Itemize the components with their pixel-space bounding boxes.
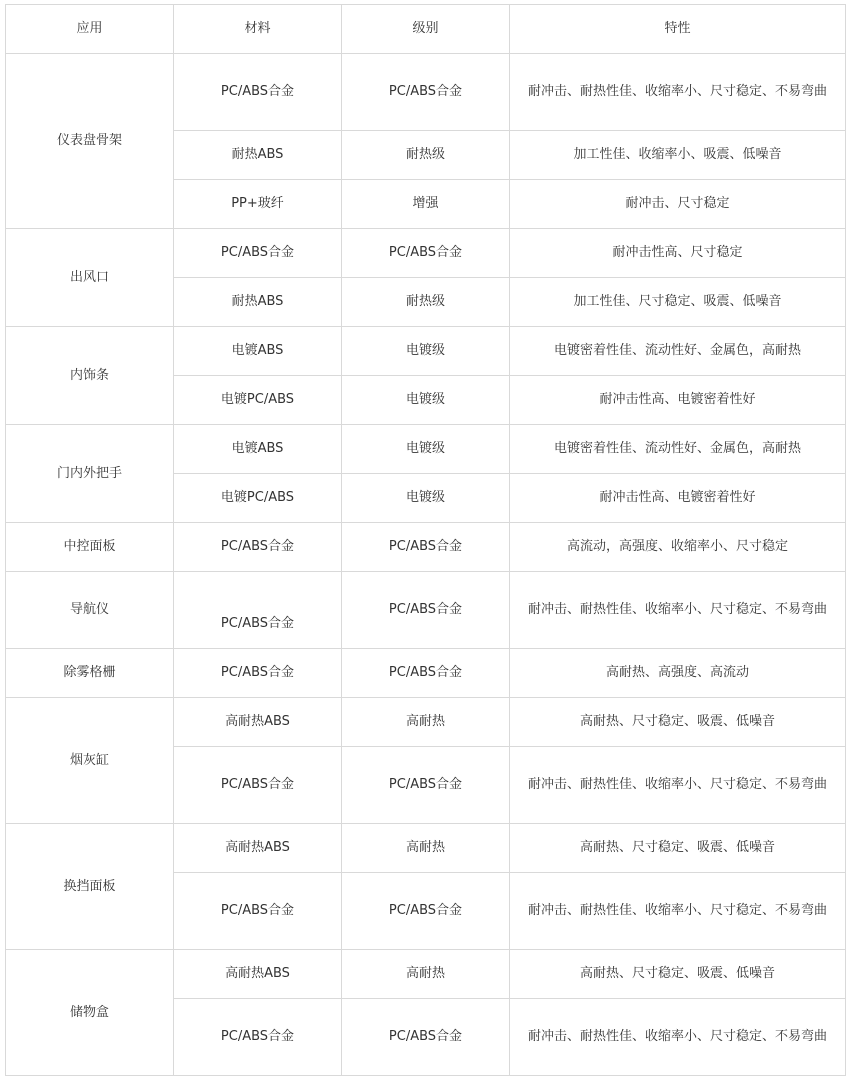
application-cell: 出风口 xyxy=(6,229,174,327)
material-cell: PC/ABS合金 xyxy=(174,54,342,131)
material-cell: PC/ABS合金 xyxy=(174,873,342,950)
material-cell: 电镀ABS xyxy=(174,425,342,474)
materials-table xyxy=(5,4,846,1076)
material-cell: PC/ABS合金 xyxy=(174,229,342,278)
properties-cell: 耐冲击性高、尺寸稳定 xyxy=(510,229,846,278)
grade-cell: PC/ABS合金 xyxy=(342,229,510,278)
material-cell: PC/ABS合金 xyxy=(174,523,342,572)
header-grade: 级别 xyxy=(342,5,510,54)
grade-cell: 增强 xyxy=(342,180,510,229)
application-cell: 仪表盘骨架 xyxy=(6,54,174,229)
grade-cell: 耐热级 xyxy=(342,131,510,180)
grade-cell: PC/ABS合金 xyxy=(342,572,510,649)
properties-cell: 耐冲击、耐热性佳、收缩率小、尺寸稳定、不易弯曲 xyxy=(510,572,846,649)
application-cell: 导航仪 xyxy=(6,572,174,649)
application-cell: 除雾格栅 xyxy=(6,649,174,698)
grade-cell: 电镀级 xyxy=(342,474,510,523)
material-cell: 耐热ABS xyxy=(174,131,342,180)
material-cell: 耐热ABS xyxy=(174,278,342,327)
material-cell: PC/ABS合金 xyxy=(174,747,342,824)
material-cell: 高耐热ABS xyxy=(174,950,342,999)
header-material: 材料 xyxy=(174,5,342,54)
table-row xyxy=(6,698,846,747)
grade-cell: PC/ABS合金 xyxy=(342,999,510,1076)
application-cell: 内饰条 xyxy=(6,327,174,425)
properties-cell: 耐冲击、耐热性佳、收缩率小、尺寸稳定、不易弯曲 xyxy=(510,999,846,1076)
properties-cell: 高耐热、尺寸稳定、吸震、低噪音 xyxy=(510,698,846,747)
material-cell: 电镀PC/ABS xyxy=(174,474,342,523)
properties-cell: 耐冲击、耐热性佳、收缩率小、尺寸稳定、不易弯曲 xyxy=(510,54,846,131)
material-cell: 电镀PC/ABS xyxy=(174,376,342,425)
table-row xyxy=(6,327,846,376)
properties-cell: 加工性佳、收缩率小、吸震、低噪音 xyxy=(510,131,846,180)
table-row xyxy=(6,572,846,649)
table-row xyxy=(6,649,846,698)
application-cell: 烟灰缸 xyxy=(6,698,174,824)
properties-cell: 耐冲击、耐热性佳、收缩率小、尺寸稳定、不易弯曲 xyxy=(510,873,846,950)
grade-cell: PC/ABS合金 xyxy=(342,747,510,824)
table-row xyxy=(6,54,846,131)
material-cell: PC/ABS合金 xyxy=(174,649,342,698)
properties-cell: 电镀密着性佳、流动性好、金属色，高耐热 xyxy=(510,425,846,474)
grade-cell: PC/ABS合金 xyxy=(342,873,510,950)
grade-cell: 高耐热 xyxy=(342,824,510,873)
header-properties: 特性 xyxy=(510,5,846,54)
grade-cell: 高耐热 xyxy=(342,950,510,999)
grade-cell: 电镀级 xyxy=(342,376,510,425)
material-cell: 电镀ABS xyxy=(174,327,342,376)
grade-cell: PC/ABS合金 xyxy=(342,523,510,572)
application-cell: 中控面板 xyxy=(6,523,174,572)
table-row xyxy=(6,425,846,474)
properties-cell: 高流动，高强度、收缩率小、尺寸稳定 xyxy=(510,523,846,572)
header-application: 应用 xyxy=(6,5,174,54)
grade-cell: 电镀级 xyxy=(342,425,510,474)
properties-cell: 耐冲击性高、电镀密着性好 xyxy=(510,474,846,523)
material-cell: 高耐热ABS xyxy=(174,824,342,873)
material-cell: 高耐热ABS xyxy=(174,698,342,747)
application-cell: 门内外把手 xyxy=(6,425,174,523)
properties-cell: 加工性佳、尺寸稳定、吸震、低噪音 xyxy=(510,278,846,327)
properties-cell: 电镀密着性佳、流动性好、金属色，高耐热 xyxy=(510,327,846,376)
material-cell: PP+玻纤 xyxy=(174,180,342,229)
header-row xyxy=(6,5,846,54)
properties-cell: 耐冲击、耐热性佳、收缩率小、尺寸稳定、不易弯曲 xyxy=(510,747,846,824)
properties-cell: 高耐热、尺寸稳定、吸震、低噪音 xyxy=(510,824,846,873)
grade-cell: PC/ABS合金 xyxy=(342,649,510,698)
grade-cell: 耐热级 xyxy=(342,278,510,327)
material-cell: PC/ABS合金 xyxy=(174,999,342,1076)
grade-cell: 电镀级 xyxy=(342,327,510,376)
properties-cell: 高耐热、高强度、高流动 xyxy=(510,649,846,698)
application-cell: 储物盒 xyxy=(6,950,174,1076)
properties-cell: 高耐热、尺寸稳定、吸震、低噪音 xyxy=(510,950,846,999)
table-row xyxy=(6,824,846,873)
properties-cell: 耐冲击、尺寸稳定 xyxy=(510,180,846,229)
table-row xyxy=(6,229,846,278)
application-cell: 换挡面板 xyxy=(6,824,174,950)
table-row xyxy=(6,523,846,572)
material-cell: PC/ABS合金 xyxy=(174,572,342,649)
grade-cell: 高耐热 xyxy=(342,698,510,747)
table-row xyxy=(6,950,846,999)
grade-cell: PC/ABS合金 xyxy=(342,54,510,131)
properties-cell: 耐冲击性高、电镀密着性好 xyxy=(510,376,846,425)
